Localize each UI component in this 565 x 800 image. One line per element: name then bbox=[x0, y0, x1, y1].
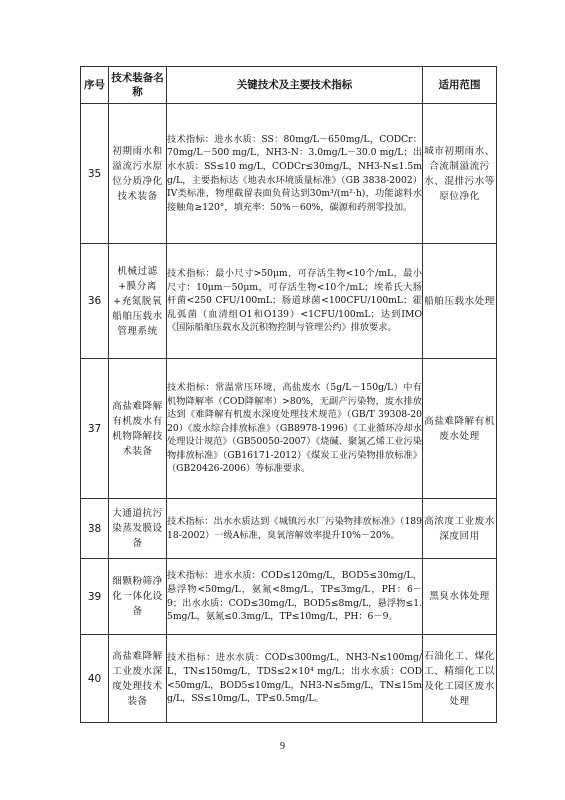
technical-spec: 技术指标：出水水质达到《城镇污水厂污染物排放标准》（18918-2002）一级A标准，臭氧溶解效率提升10%－20%。 bbox=[167, 499, 423, 559]
row-number: 37 bbox=[81, 359, 109, 499]
equipment-name: 高盐难降解工业废水深度处理技术装备 bbox=[109, 635, 167, 723]
equipment-name: 机械过滤+膜分离+充氮脱氧船舶压载水管理系统 bbox=[109, 244, 167, 359]
technical-spec: 技术指标：进水水质：COD≤300mg/L，NH3-N≤100mg/L，TN≤150mg/L，TDS≤2×10⁴ mg/L；出水水质：COD<50mg/L，BOD5≤10mg/L，NH3-N≤5mg/L，TN≤15mg/L，SS≤10mg/L，TP≤0.5mg/L。 bbox=[167, 635, 423, 723]
equipment-name: 高盐难降解有机废水有机物降解技术装备 bbox=[109, 359, 167, 499]
technical-spec: 技术指标：进水水质：SS：80mg/L－650mg/L，CODCr：70mg/L－500 mg/L，NH3-N：3.0mg/L－30.0 mg/L；出水水质：SS≤10 mg/L，CODCr≤30mg/L，NH3-N≤1.5mg/L，主要指标达《地表水环境质量标准》（GB 3838-2002）IV类标准，物理截留表面负荷达到30m³/(m²·h)，功能滤料水接触角≥120°，填充率：50%－60%，碳源和药剂零投加。 bbox=[167, 104, 423, 244]
equipment-table bbox=[80, 66, 497, 723]
header-no: 序号 bbox=[81, 67, 109, 104]
row-number: 36 bbox=[81, 244, 109, 359]
equipment-name: 大通道抗污染蒸发膜设备 bbox=[109, 499, 167, 559]
table-row bbox=[81, 359, 497, 499]
table-row bbox=[81, 635, 497, 723]
table-header-row bbox=[81, 67, 497, 104]
application-scope: 高浓度工业废水深度回用 bbox=[423, 499, 497, 559]
application-scope: 石油化工、煤化工、精细化工以及化工园区废水处理 bbox=[423, 635, 497, 723]
row-number: 38 bbox=[81, 499, 109, 559]
table-row bbox=[81, 499, 497, 559]
application-scope: 高盐难降解有机废水处理 bbox=[423, 359, 497, 499]
page-number: 9 bbox=[280, 741, 285, 752]
application-scope: 船舶压载水处理 bbox=[423, 244, 497, 359]
header-name: 技术装备名称 bbox=[109, 67, 167, 104]
technical-spec: 技术指标：最小尺寸>50μm，可存活生物<10个/mL，最小尺寸：10μm－50μm，可存活生物<10个/mL；埃希氏大肠杆菌<250 CFU/100mL；肠道球菌<100CFU/100mL；霍乱弧菌（血清组O1和O139）<1CFU/100mL；达到IMO《国际船舶压载水及沉积物控制与管理公约》排放要求。 bbox=[167, 244, 423, 359]
technical-spec: 技术指标：进水水质：COD≤120mg/L，BOD5≤30mg/L，悬浮物<50mg/L，氨氮<8mg/L，TP≤3mg/L，PH：6－9；出水水质：COD≤30mg/L，BOD5≤8mg/L，悬浮物≤1.5mg/L，氨氮≤0.3mg/L，TP≤10mg/L，PH：6－9。 bbox=[167, 559, 423, 635]
equipment-name: 细颗粉筛净化一体化设备 bbox=[109, 559, 167, 635]
application-scope: 城市初期雨水、合流制溢流污水、混排污水等原位净化 bbox=[423, 104, 497, 244]
technical-spec: 技术指标：常温常压环境，高盐废水（5g/L－150g/L）中有机物降解率（COD降解率）>80%，无副产污染物，废水排放达到《难降解有机废水深度处理技术规范》（GB/T 39308-2020）《废水综合排放标准》（GB8978-1996）《工业循环冷却水处理设计规范》（GB50050-2007）《烧碱、聚氯乙烯工业污染物排放标准》（GB16171-2012）《煤炭工业污染物排放标准》（GB20426-2006）等标准要求。 bbox=[167, 359, 423, 499]
table-row bbox=[81, 104, 497, 244]
header-spec: 关键技术及主要技术指标 bbox=[167, 67, 423, 104]
equipment-name: 初期雨水和溢流污水原位分质净化技术装备 bbox=[109, 104, 167, 244]
table-row bbox=[81, 244, 497, 359]
header-scope: 适用范围 bbox=[423, 67, 497, 104]
application-scope: 黑臭水体处理 bbox=[423, 559, 497, 635]
row-number: 35 bbox=[81, 104, 109, 244]
row-number: 40 bbox=[81, 635, 109, 723]
row-number: 39 bbox=[81, 559, 109, 635]
table-row bbox=[81, 559, 497, 635]
